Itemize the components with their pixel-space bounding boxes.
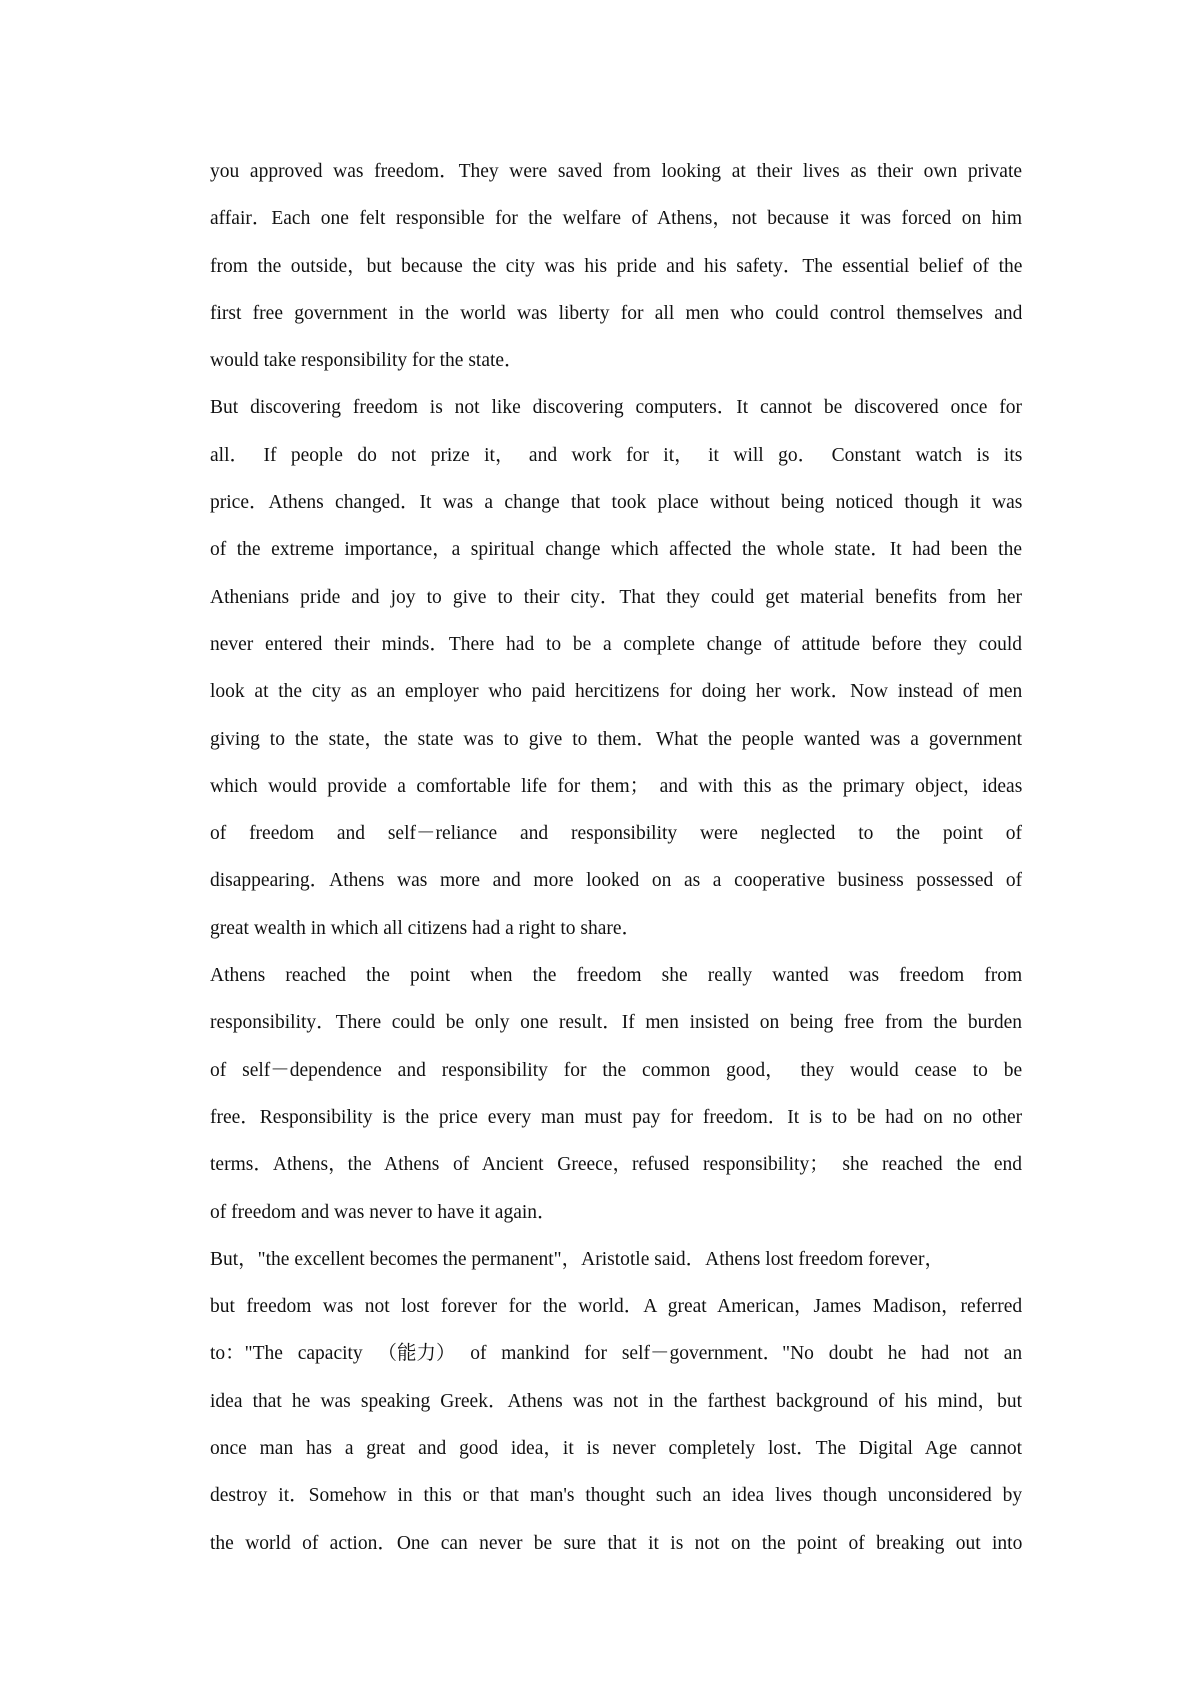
text-line: to："The capacity （能力） of mankind for self－government．"No doubt he had not an <box>210 1343 1022 1365</box>
text-line: first free government in the world was liberty for all men who could control themselves and <box>210 302 1022 324</box>
text-line: but freedom was not lost forever for the world．A great American，James Madison，referred <box>210 1296 1022 1318</box>
text-line: look at the city as an employer who paid hercitizens for doing her work．Now instead of men <box>210 681 1022 703</box>
text-line: from the outside，but because the city was his pride and his safety．The essential belief of the <box>210 255 1022 277</box>
text-line: of the extreme importance，a spiritual change which affected the whole state．It had been the <box>210 539 1022 561</box>
text-line: responsibility．There could be only one result．If men insisted on being free from the burden <box>210 1012 1022 1034</box>
text-line: giving to the state，the state was to give to them．What the people wanted was a government <box>210 728 1022 750</box>
text-line: great wealth in which all citizens had a right to share． <box>210 917 642 939</box>
text-line: would take responsibility for the state． <box>210 350 524 372</box>
text-line: idea that he was speaking Greek．Athens was not in the farthest background of his mind，but <box>210 1390 1022 1412</box>
text-line: affair．Each one felt responsible for the welfare of Athens，not because it was forced on him <box>210 208 1022 230</box>
paragraph-2 <box>210 384 1022 952</box>
text-line: price．Athens changed．It was a change that took place without being noticed though it was <box>210 492 1022 514</box>
text-line: But，"the excellent becomes the permanent"，Aristotle said．Athens lost freedom forever， <box>210 1248 944 1270</box>
text-line: the world of action．One can never be sure that it is not on the point of breaking out into <box>210 1532 1022 1554</box>
text-line: never entered their minds．There had to be a complete change of attitude before they could <box>210 633 1022 655</box>
text-line: of freedom and self－reliance and responsibility were neglected to the point of <box>210 823 1022 845</box>
text-line: destroy it．Somehow in this or that man's thought such an idea lives though unconsidered by <box>210 1485 1022 1507</box>
text-line: which would provide a comfortable life for them； and with this as the primary object，ideas <box>210 775 1022 797</box>
text-line: But discovering freedom is not like discovering computers．It cannot be discovered once for <box>210 397 1022 419</box>
text-line: of freedom and was never to have it again． <box>210 1201 557 1223</box>
text-line: of self－dependence and responsibility for the common good， they would cease to be <box>210 1059 1022 1081</box>
text-line: Athenians pride and joy to give to their city．That they could get material benefits from her <box>210 586 1022 608</box>
text-line: you approved was freedom．They were saved from looking at their lives as their own private <box>210 161 1022 182</box>
text-line: once man has a great and good idea，it is never completely lost．The Digital Age cannot <box>210 1438 1022 1460</box>
text-line: disappearing．Athens was more and more looked on as a cooperative business possessed of <box>210 870 1022 892</box>
paragraph-1 <box>210 148 1022 384</box>
text-line: terms．Athens，the Athens of Ancient Greece，refused responsibility； she reached the end <box>210 1154 1022 1176</box>
text-line: Athens reached the point when the freedom she really wanted was freedom from <box>210 965 1022 987</box>
document-body <box>210 148 1022 1567</box>
text-line: all． If people do not prize it， and work for it， it will go． Constant watch is its <box>210 444 1022 466</box>
text-line: free．Responsibility is the price every man must pay for freedom．It is to be had on no other <box>210 1106 1022 1128</box>
paragraph-4 <box>210 1236 1022 1567</box>
paragraph-3 <box>210 952 1022 1236</box>
